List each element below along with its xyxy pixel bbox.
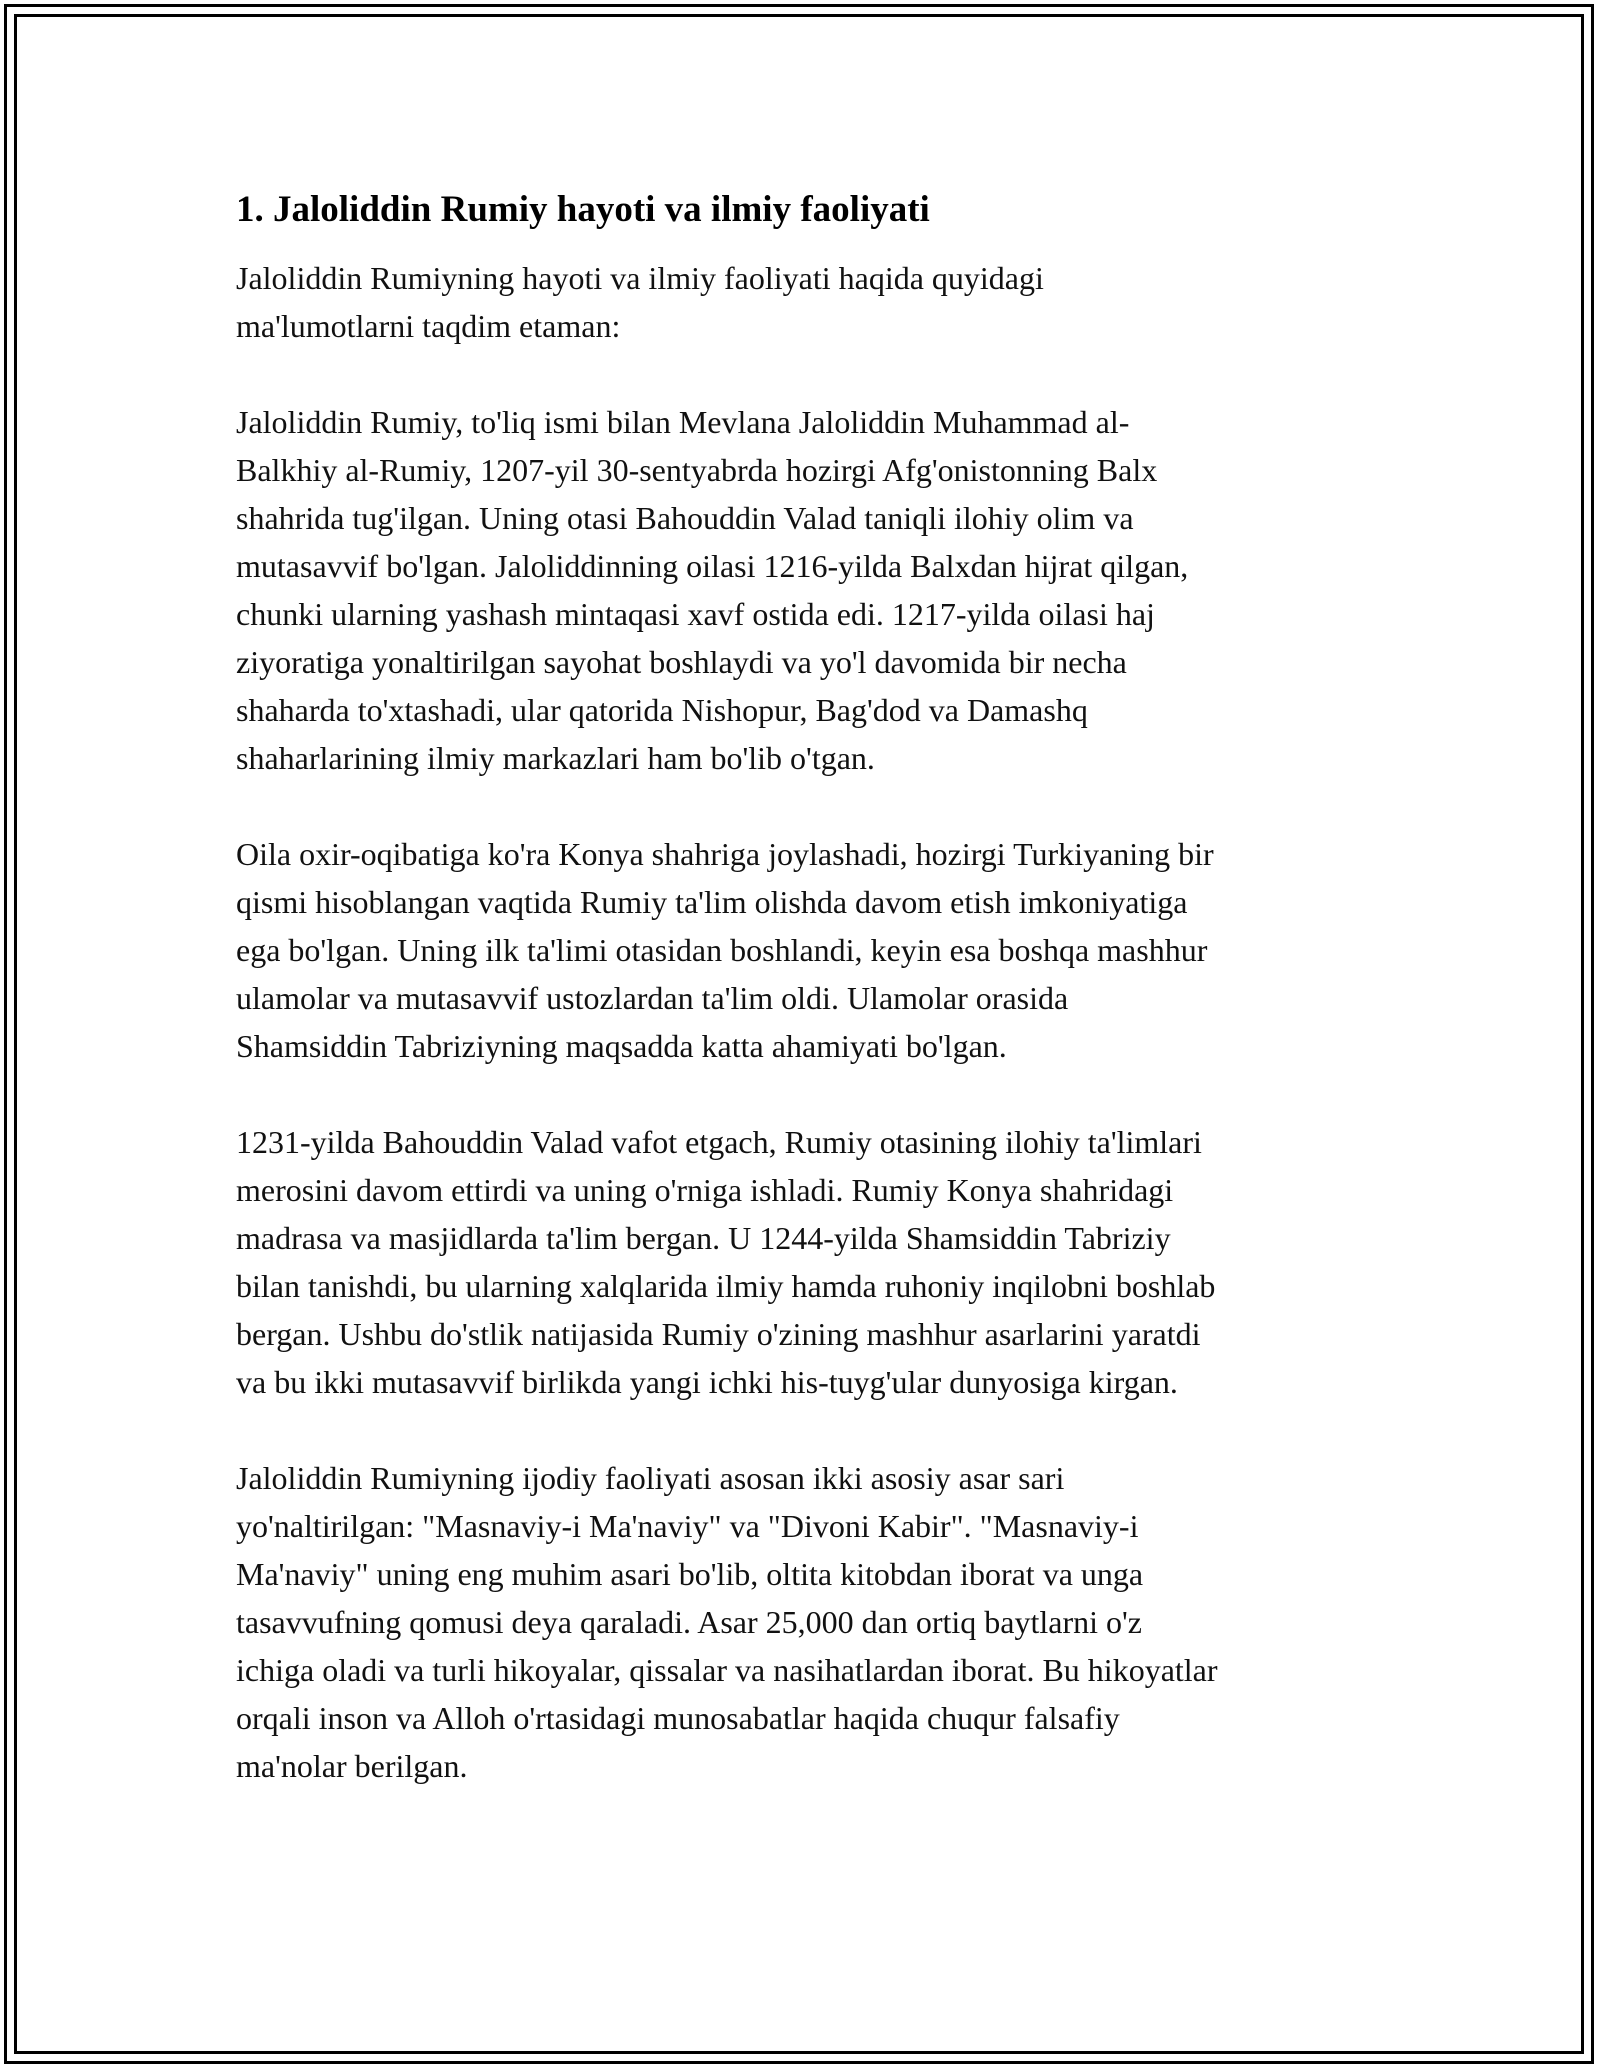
paragraph-teaching: 1231-yilda Bahouddin Valad vafot etgach, Rumiy otasining ilohiy ta'limlari merosini davom ettirdi va uning o'rniga ishladi. Rumiy Konya shahridagi madrasa va masjidlarda ta'lim bergan. U 1244-yilda Shamsiddin Tabriziy bilan tanishdi, bu ularning xalqlarida ilmiy hamda ruhoniy inqilobni boshlab bergan. Ushbu do'stlik natijasida Rumiy o'zining mashhur asarlarini yaratdi va bu ikki mutasavvif birlikda yangi ichki his-tuyg'ular dunyosiga kirgan. (236, 1124, 1216, 1400)
document-body (236, 186, 1376, 1838)
paragraph-works: Jaloliddin Rumiyning ijodiy faoliyati asosan ikki asosiy asar sari yo'naltirilgan: "Masnaviy-i Ma'naviy" va "Divoni Kabir". "Masnaviy-i Ma'naviy" uning eng muhim asari bo'lib, oltita kitobdan iborat va unga tasavvufning qomusi deya qaraladi. Asar 25,000 dan ortiq baytlarni o'z ichiga oladi va turli hikoyalar, qissalar va nasihatlardan iborat. Bu hikoyatlar orqali inson va Alloh o'rtasidagi munosabatlar haqida chuqur falsafiy ma'nolar berilgan. (236, 1460, 1218, 1784)
paragraph-early-life: Jaloliddin Rumiy, to'liq ismi bilan Mevlana Jaloliddin Muhammad al- Balkhiy al-Rumiy, 1207-yil 30-sentyabrda hozirgi Afg'onistonning Balx shahrida tug'ilgan. Uning otasi Bahouddin Valad taniqli ilohiy olim va mutasavvif bo'lgan. Jaloliddinning oilasi 1216-yilda Balxdan hijrat qilgan, chunki ularning yashash mintaqasi xavf ostida edi. 1217-yilda oilasi haj ziyoratiga yonaltirilgan sayohat boshlaydi va yo'l davomida bir necha shaharda to'xtashadi, ular qatorida Nishopur, Bag'dod va Damashq shaharlarining ilmiy markazlari ham bo'lib o'tgan. (236, 404, 1189, 776)
paragraph-konya: Oila oxir-oqibatiga ko'ra Konya shahriga joylashadi, hozirgi Turkiyaning bir qismi hisoblangan vaqtida Rumiy ta'lim olishda davom etish imkoniyatiga ega bo'lgan. Uning ilk ta'limi otasidan boshlandi, keyin esa boshqa mashhur ulamolar va mutasavvif ustozlardan ta'lim oldi. Ulamolar orasida Shamsiddin Tabriziyning maqsadda katta ahamiyati bo'lgan. (236, 836, 1214, 1064)
section-heading: 1. Jaloliddin Rumiy hayoti va ilmiy faoliyati (236, 189, 930, 230)
paragraph-intro: Jaloliddin Rumiyning hayoti va ilmiy faoliyati haqida quyidagi ma'lumotlarni taqdim etaman: (236, 260, 1044, 344)
